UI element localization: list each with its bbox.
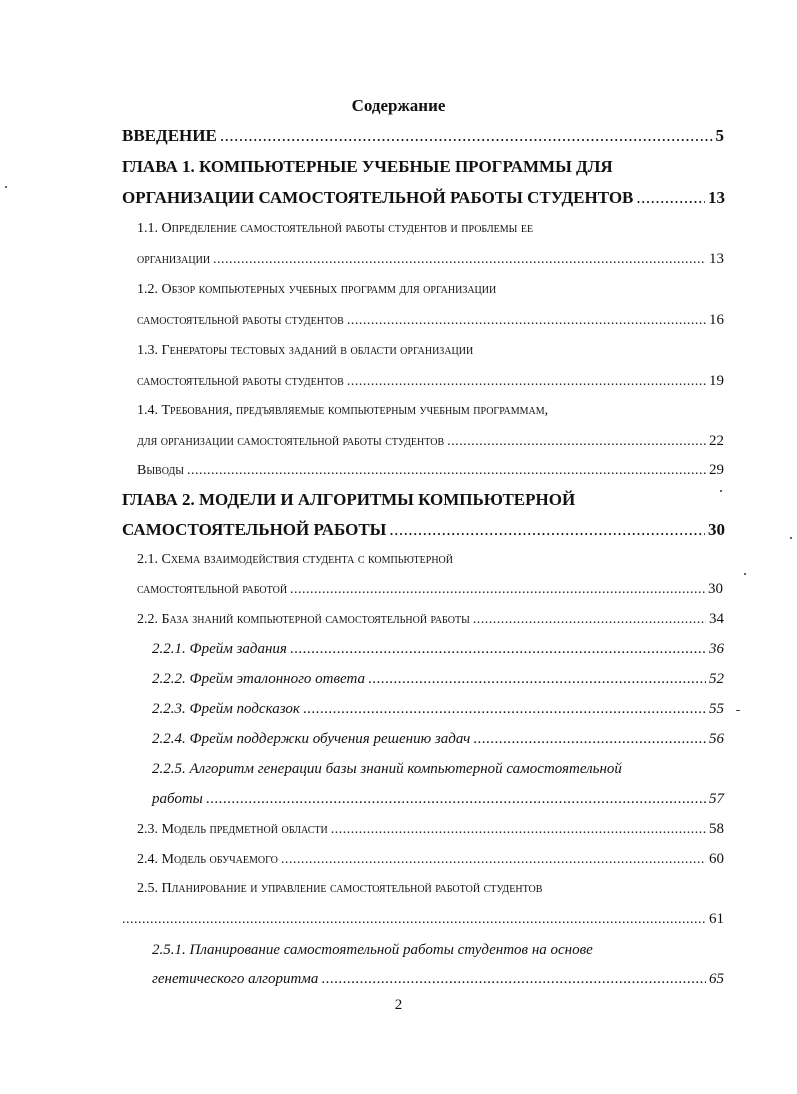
- entry-page: 56: [709, 731, 724, 747]
- entry-label: для организации самостоятельной работы студентов: [137, 434, 445, 449]
- leader-dots: [290, 642, 706, 657]
- entry-label: 2.2.1. Фрейм задания: [152, 641, 287, 657]
- toc-entry-subsection-2-2-3: [152, 702, 724, 717]
- toc-entry-subsection-2-5-1: [152, 972, 724, 987]
- entry-label: 2.4. Модель обучаемого: [137, 852, 278, 867]
- scan-speck: [720, 490, 722, 492]
- entry-label: САМОСТОЯТЕЛЬНОЙ РАБОТЫ: [122, 520, 387, 539]
- toc-entry-section-2-2: [137, 612, 724, 627]
- leader-dots: [321, 972, 706, 987]
- entry-page: 61: [709, 911, 724, 927]
- entry-label: самостоятельной работы студентов: [137, 374, 344, 389]
- leader-dots: [473, 732, 706, 747]
- section-2-1-line1: 2.1. Схема взаимодействия студента с компьютерной: [137, 552, 453, 567]
- section-1-3-line1: 1.3. Генераторы тестовых заданий в области организации: [137, 343, 474, 358]
- entry-label: 2.2.3. Фрейм подсказок: [152, 701, 300, 717]
- leader-dots: [368, 672, 706, 687]
- leader-dots: [303, 702, 706, 717]
- section-1-4-line1: 1.4. Требования, предъявляемые компьютерным учебным программам,: [137, 403, 549, 418]
- toc-entry-introduction: [122, 127, 724, 144]
- entry-label: самостоятельной работы студентов: [137, 313, 344, 328]
- scan-speck: [736, 710, 740, 711]
- entry-page: 13: [708, 188, 725, 207]
- entry-page: 30: [708, 581, 723, 597]
- entry-page: 34: [709, 611, 724, 627]
- scan-speck: [790, 537, 792, 539]
- toc-entry-section-2-5: [122, 912, 724, 927]
- toc-entry-chapter-1: [122, 189, 725, 206]
- leader-dots: [187, 464, 706, 478]
- entry-label: 2.3. Модель предметной области: [137, 822, 328, 837]
- leader-dots: [331, 823, 706, 837]
- entry-label: самостоятельной работой: [137, 582, 288, 597]
- leader-dots: [281, 853, 706, 867]
- entry-page: 36: [709, 641, 724, 657]
- leader-dots: [220, 127, 713, 144]
- entry-page: 22: [709, 433, 724, 449]
- toc-entry-section-1-4: [137, 434, 724, 449]
- leader-dots: [206, 792, 706, 807]
- leader-dots: [213, 253, 706, 267]
- leader-dots: [290, 583, 705, 597]
- entry-label: Выводы: [137, 463, 184, 478]
- toc-entry-subsection-2-2-5: [152, 792, 724, 807]
- entry-page: 58: [709, 821, 724, 837]
- entry-page: 60: [709, 851, 724, 867]
- entry-page: 57: [709, 791, 724, 807]
- entry-page: 55: [709, 701, 724, 717]
- leader-dots: [389, 521, 705, 538]
- entry-label: ВВЕДЕНИЕ: [122, 126, 217, 145]
- entry-page: 29: [709, 462, 724, 478]
- subsection-2-5-1-line1: 2.5.1. Планирование самостоятельной работы студентов на основе: [152, 942, 593, 958]
- entry-page: 52: [709, 671, 724, 687]
- entry-page: 65: [709, 971, 724, 987]
- entry-page: 5: [715, 126, 724, 145]
- toc-entry-subsection-2-2-4: [152, 732, 724, 747]
- toc-entry-section-2-3: [137, 822, 724, 837]
- toc-entry-conclusions: [137, 463, 724, 478]
- chapter-1-title-line1: ГЛАВА 1. КОМПЬЮТЕРНЫЕ УЧЕБНЫЕ ПРОГРАММЫ ДЛЯ: [122, 157, 613, 176]
- entry-page: 30: [708, 520, 725, 539]
- entry-page: 13: [709, 251, 724, 267]
- section-1-1-line1: 1.1. Определение самостоятельной работы студентов и проблемы ее: [137, 221, 534, 236]
- toc-entry-section-1-2: [137, 313, 724, 328]
- entry-page: 19: [709, 373, 724, 389]
- toc-entry-section-2-4: [137, 852, 724, 867]
- leader-dots: [347, 314, 706, 328]
- toc-entry-section-1-1: [137, 252, 724, 267]
- entry-label: 2.2. База знаний компьютерной самостоятельной работы: [137, 612, 470, 627]
- leader-dots: [347, 375, 706, 389]
- toc-entry-chapter-2: [122, 521, 725, 538]
- toc-entry-subsection-2-2-2: [152, 672, 724, 687]
- entry-page: 16: [709, 312, 724, 328]
- toc-entry-section-1-3: [137, 374, 724, 389]
- leader-dots: [447, 435, 706, 449]
- toc-title: Содержание: [351, 96, 446, 115]
- leader-dots: [636, 189, 705, 206]
- entry-label: генетического алгоритма: [152, 971, 319, 987]
- section-2-5-line1: 2.5. Планирование и управление самостоятельной работой студентов: [137, 881, 543, 896]
- entry-label: организации: [137, 252, 211, 267]
- leader-dots: [122, 913, 706, 927]
- subsection-2-2-5-line1: 2.2.5. Алгоритм генерации базы знаний компьютерной самостоятельной: [152, 761, 622, 777]
- page-number: 2: [394, 997, 403, 1013]
- entry-label: ОРГАНИЗАЦИИ САМОСТОЯТЕЛЬНОЙ РАБОТЫ СТУДЕНТОВ: [122, 188, 634, 207]
- section-1-2-line1: 1.2. Обзор компьютерных учебных программ для организации: [137, 282, 497, 297]
- entry-label: 2.2.4. Фрейм поддержки обучения решению задач: [152, 731, 471, 747]
- entry-label: работы: [152, 791, 203, 807]
- scan-speck: [5, 186, 7, 188]
- toc-entry-subsection-2-2-1: [152, 642, 724, 657]
- toc-entry-section-2-1: [137, 582, 723, 597]
- entry-label: 2.2.2. Фрейм эталонного ответа: [152, 671, 366, 687]
- scan-speck: [744, 573, 746, 575]
- leader-dots: [473, 613, 706, 627]
- chapter-2-title-line1: ГЛАВА 2. МОДЕЛИ И АЛГОРИТМЫ КОМПЬЮТЕРНОЙ: [122, 490, 576, 509]
